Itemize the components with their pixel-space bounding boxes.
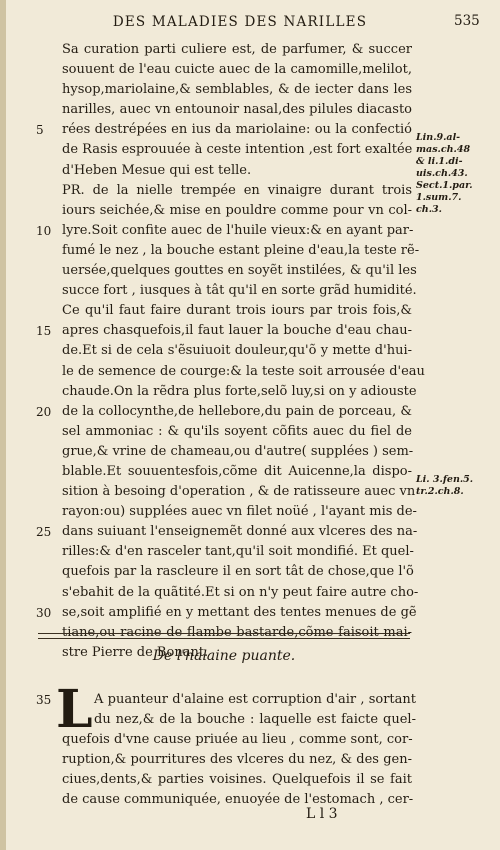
margin-note-line: Sect.1.par.	[416, 180, 473, 191]
line-text: iours seichée,& mise en pouldre comme pour vn col-	[62, 202, 412, 218]
text-line	[36, 402, 412, 422]
text-line	[36, 221, 412, 241]
text-line	[36, 181, 412, 201]
text-line	[36, 710, 416, 730]
line-text: A puanteur d'alaine est corruption d'air , sortant	[94, 692, 416, 707]
text-line	[36, 750, 412, 770]
text-line	[36, 770, 412, 790]
line-text: stre Pierre de Bonant.	[62, 644, 209, 660]
line-text: ciues,dents,& parties voisines. Quelquefois il se fait	[62, 772, 412, 788]
text-line	[36, 462, 412, 482]
section-divider-rule	[38, 633, 410, 639]
text-line	[36, 422, 412, 442]
line-text: apres chasquefois,il faut lauer la bouche d'eau chau-	[62, 323, 412, 339]
line-text: Sa curation parti culiere est, de parfumer, & succer	[62, 42, 412, 57]
main-text-block	[36, 40, 425, 663]
text-line	[36, 730, 412, 750]
line-text: de Rasis esprouuée à ceste intention ,est fort exaltée	[62, 142, 413, 158]
text-line	[36, 261, 417, 281]
text-line	[36, 321, 412, 341]
text-line	[36, 542, 412, 562]
text-line	[36, 562, 412, 582]
line-number: 5	[36, 123, 44, 138]
line-text: blable.Et souuentesfois,cõme dit Auicenne,la dispo-	[62, 463, 412, 479]
line-text: d'Heben Mesue qui est telle.	[62, 162, 252, 178]
text-line	[36, 201, 412, 221]
line-number: 25	[36, 525, 52, 540]
text-line	[36, 140, 412, 160]
line-text: fumé le nez , la bouche estant pleine d'eau,la teste rẽ-	[62, 242, 420, 258]
text-line	[36, 522, 418, 542]
line-text: se,soit amplifié en y mettant des tentes menues de gẽ	[62, 604, 417, 620]
text-line	[36, 603, 417, 623]
drop-cap-initial: L	[56, 679, 93, 740]
line-text: sition à besoing d'operation , & de ratisseure auec vn	[62, 484, 416, 500]
line-text: de.Et si de cela s'ẽsuiuoit douleur,qu'õ y mette d'hui-	[62, 343, 412, 359]
line-text: dans suiuant l'enseignemẽt donné aux vlceres des na-	[62, 524, 418, 540]
line-text: tiane,ou racine de flambe bastarde,cõme faisoit mai-	[62, 624, 412, 640]
line-text: ruption,& pourritures des vlceres du nez, & des gen-	[62, 752, 412, 768]
line-text: rilles:& d'en rasceler tant,qu'il soit mondifié. Et quel-	[62, 544, 414, 560]
text-line	[36, 80, 412, 100]
line-text: s'ebahit de la quãtité.Et si on n'y peut faire autre cho-	[62, 584, 419, 600]
line-text: sel ammoniac : & qu'ils soyent cõfits auec du fiel de	[62, 423, 412, 439]
text-line	[36, 120, 412, 140]
line-text: quefois d'vne cause priuée au lieu , comme sont, cor-	[62, 732, 413, 748]
text-line	[36, 281, 417, 301]
line-text: rées destrépées en ius da mariolaine: ou la confectió	[62, 122, 412, 138]
text-line	[36, 60, 412, 80]
text-line	[36, 442, 412, 462]
line-text: de cause communiquée, enuoyée de l'estomach , cer-	[62, 792, 414, 808]
margin-note-line: mas.ch.48	[416, 144, 471, 155]
text-line	[36, 341, 412, 361]
text-line	[36, 382, 417, 402]
text-line	[36, 301, 412, 321]
section-heading: De l'halaine puante.	[152, 648, 296, 664]
signature-mark: L l 3	[306, 806, 338, 822]
line-text: souuent de l'eau cuicte auec de la camomille,melilot,	[62, 62, 412, 78]
margin-note-line: & li.1.di-	[416, 156, 463, 167]
line-text: de la collocynthe,de hellebore,du pain de porceau, &	[62, 403, 412, 419]
line-text: du nez,& de la bouche : laquelle est faicte quel-	[94, 712, 416, 728]
line-number: 30	[36, 605, 52, 620]
text-line	[36, 690, 416, 710]
running-title: DES MALADIES DES NARILLES	[112, 14, 368, 30]
line-text: rayon:ou) supplées auec vn filet noüé , l'ayant mis de-	[62, 504, 417, 520]
line-text: uersée,quelques gouttes en soyẽt instilées, & qu'il les	[62, 263, 417, 279]
line-text: grue,& vrine de chameau,ou d'autre( supplées ) sem-	[62, 443, 414, 459]
text-line	[36, 482, 416, 502]
line-number: 20	[36, 404, 52, 419]
text-line	[36, 40, 412, 60]
margin-note-line: Li. 3.fen.5.	[416, 474, 474, 485]
line-text: chaude.On la rẽdra plus forte,selõ luy,si on y adiouste	[62, 383, 417, 399]
margin-note-line: tr.2.ch.8.	[416, 486, 464, 497]
margin-note-citation-2	[416, 474, 500, 498]
line-text: le de semence de courge:& la teste soit arrousée d'eau	[62, 363, 425, 379]
section-text-block	[36, 690, 416, 811]
margin-note-line: 1.sum.7.	[416, 192, 462, 203]
margin-note-line: Lin.9.al-	[416, 132, 461, 143]
text-line	[36, 100, 412, 120]
text-line	[36, 362, 425, 382]
line-text: hysop,mariolaine,& semblables, & de iecter dans les	[62, 82, 412, 98]
text-line	[36, 583, 419, 603]
line-text: lyre.Soit confite auec de l'huile vieux:& en ayant par-	[62, 222, 414, 238]
line-text: narilles, auec vn entounoir nasal,des pilules diacasto	[62, 102, 412, 118]
line-number: 10	[36, 223, 52, 238]
line-text: Ce qu'il faut faire durant trois iours par trois fois,&	[62, 303, 412, 319]
margin-note-line: ch.3.	[416, 204, 442, 215]
margin-note-citation	[416, 132, 500, 216]
line-text: PR. de la nielle trempée en vinaigre durant trois	[62, 182, 412, 198]
line-number: 15	[36, 324, 52, 339]
margin-note-line: uis.ch.43.	[416, 168, 468, 179]
text-line	[36, 241, 420, 261]
text-line	[36, 502, 417, 522]
line-text: succe fort , iusques à tât qu'il en sorte grãd humidité.	[62, 283, 417, 299]
line-text: quefois par la rascleure il en sort tât de chose,que l'õ	[62, 564, 414, 580]
line-number: 35	[36, 693, 52, 707]
text-line	[36, 161, 412, 181]
page-number: 535	[454, 13, 480, 29]
text-line	[36, 790, 412, 810]
